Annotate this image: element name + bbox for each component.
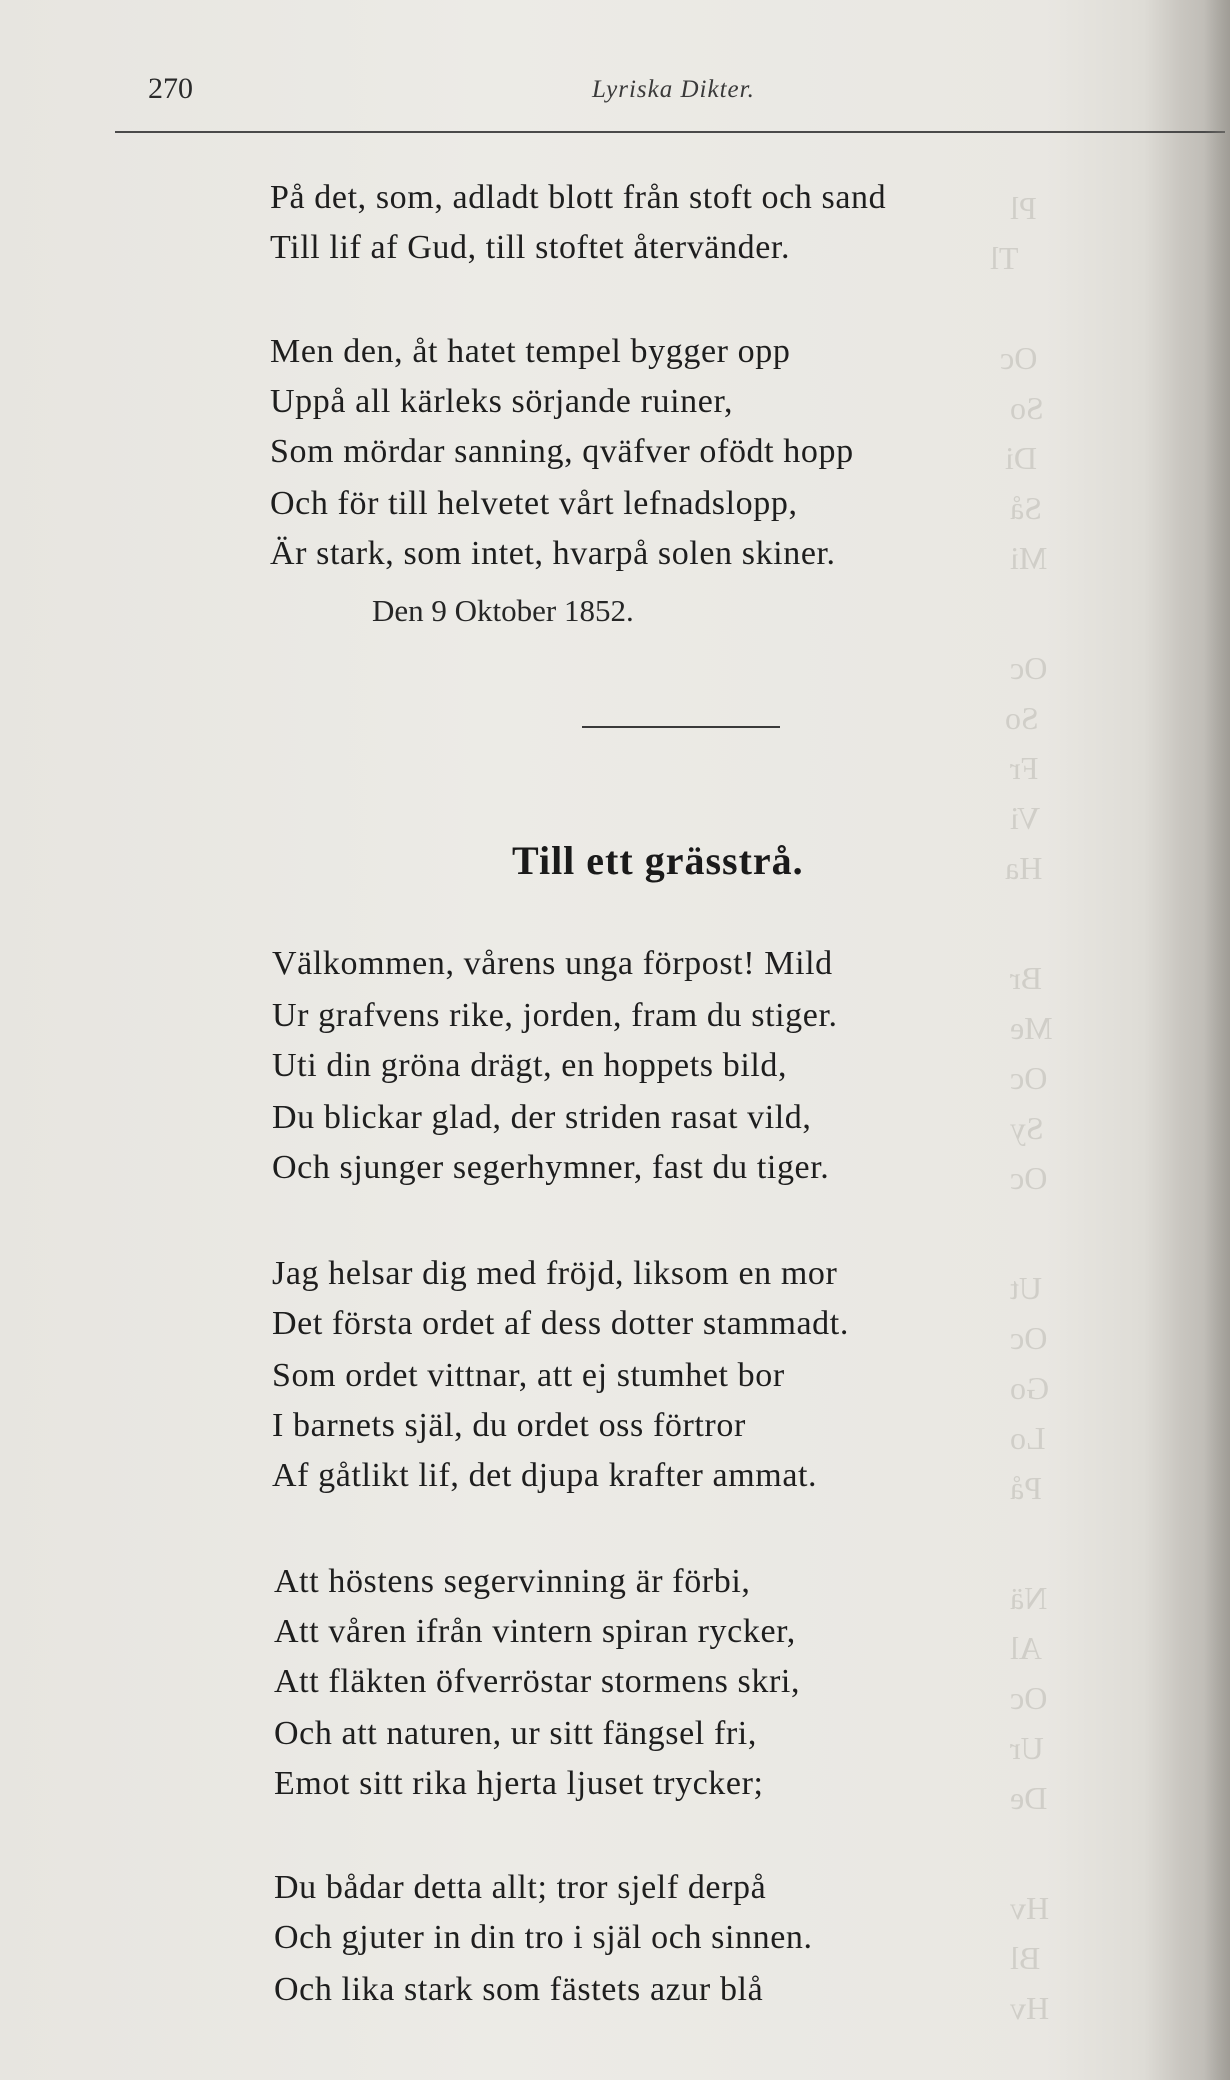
verse-line: Och för till helvetet vårt lefnadslopp, xyxy=(270,485,798,522)
verse-line: Uppå all kärleks sörjande ruiner, xyxy=(270,383,734,420)
verse-line: Af gåtlikt lif, det djupa krafter ammat. xyxy=(272,1457,818,1494)
verse-line: Som mördar sanning, qväfver ofödt hopp xyxy=(270,433,854,470)
verse-line: På det, som, adladt blott från stoft och sand xyxy=(270,179,887,216)
verse-line: Och sjunger segerhymner, fast du tiger. xyxy=(272,1149,830,1186)
dateline: Den 9 Oktober 1852. xyxy=(372,593,634,628)
gutter-shadow xyxy=(1204,0,1230,2080)
poem-title: Till ett grässtrå. xyxy=(512,838,804,883)
verse-line: Och gjuter in din tro i själ och sinnen. xyxy=(274,1919,813,1956)
verse-line: Det första ordet af dess dotter stammadt. xyxy=(272,1305,849,1342)
verse-line: Uti din gröna drägt, en hoppets bild, xyxy=(272,1047,788,1084)
verse-line: Att höstens segervinning är förbi, xyxy=(274,1563,751,1600)
verse-line: Att våren ifrån vintern spiran rycker, xyxy=(274,1613,796,1650)
verse-line: Ur grafvens rike, jorden, fram du stiger. xyxy=(272,997,838,1034)
verse-line: Men den, åt hatet tempel bygger opp xyxy=(270,333,791,370)
verse-line: Välkommen, vårens unga förpost! Mild xyxy=(272,945,833,982)
verse-line: Du bådar detta allt; tror sjelf derpå xyxy=(274,1869,767,1906)
section-separator xyxy=(582,726,780,728)
verse-line: Som ordet vittnar, att ej stumhet bor xyxy=(272,1357,785,1394)
verse-line: Och att naturen, ur sitt fängsel fri, xyxy=(274,1715,757,1752)
verse-line: Du blickar glad, der striden rasat vild, xyxy=(272,1099,812,1136)
verse-line: Jag helsar dig med fröjd, liksom en mor xyxy=(272,1255,838,1292)
verse-line: Emot sitt rika hjerta ljuset trycker; xyxy=(274,1765,764,1802)
running-title: Lyriska Dikter. xyxy=(592,76,755,103)
verse-line: I barnets själ, du ordet oss förtror xyxy=(272,1407,746,1444)
verse-line: Är stark, som intet, hvarpå solen skiner. xyxy=(270,535,836,572)
verse-line: Att fläkten öfverröstar stormens skri, xyxy=(274,1663,801,1700)
page-header xyxy=(0,0,1230,140)
show-through-text: Pl Tl Oc So Di Så Mi Oc So Fr Vi Ha Br Me Oc Sy Oc Ut Oc Go Lo På Nä Al Oc Ur De Hv Bl Hv xyxy=(990,190,1053,2026)
verse-line: Och lika stark som fästets azur blå xyxy=(274,1971,764,2008)
page-number: 270 xyxy=(148,72,193,105)
verse-line: Till lif af Gud, till stoftet återvänder. xyxy=(270,229,791,266)
header-rule xyxy=(115,131,1225,133)
